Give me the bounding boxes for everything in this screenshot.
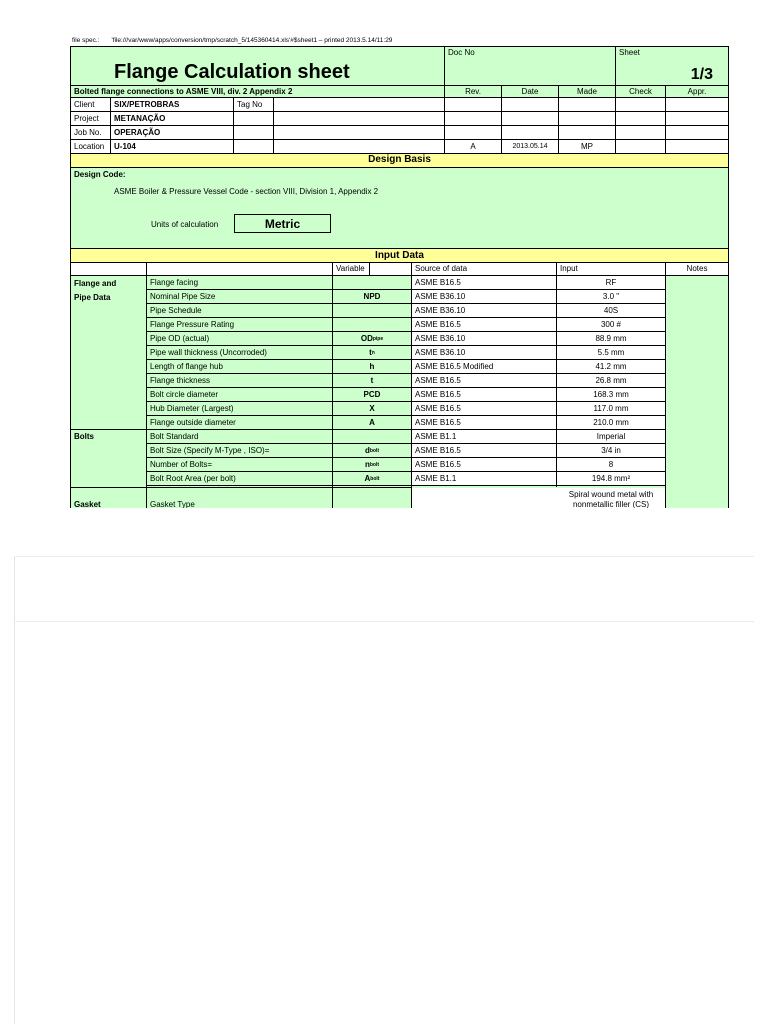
param-input: 3.0 " (557, 290, 665, 304)
sheet-subtitle: Bolted flange connections to ASME VIII, div. 2 Appendix 2 (74, 86, 293, 96)
param-variable (333, 346, 411, 360)
v-rule (615, 85, 616, 153)
param-input: Imperial (557, 430, 665, 444)
header-blank-1 (71, 263, 146, 275)
param-variable (333, 374, 411, 388)
param-variable (333, 388, 411, 402)
variable-symbol: n (364, 460, 370, 469)
file-spec-label: file spec.: (72, 37, 100, 44)
h-rule (147, 373, 665, 374)
param-source: ASME B16.5 (412, 444, 556, 458)
variable-subscript: bolt (369, 461, 380, 468)
input-data-heading: Input Data (71, 249, 728, 262)
param-input: 117.0 mm (557, 402, 665, 416)
design-code-label: Design Code: (74, 170, 126, 179)
group-bolts: Bolts (74, 432, 94, 441)
v-rule (615, 47, 616, 85)
variable-subscript: bolt (370, 475, 380, 482)
v-rule (728, 248, 729, 508)
v-rule (444, 47, 445, 153)
h-rule (147, 359, 665, 360)
param-source: ASME B36.10 (412, 346, 556, 360)
date-header: Date (521, 86, 539, 96)
param-input: 3/4 in (557, 444, 665, 458)
flange-calculation-sheet (70, 46, 729, 508)
param-variable (333, 304, 411, 318)
h-rule (71, 111, 728, 112)
param-input: 41.2 mm (557, 360, 665, 374)
header-blank-2 (147, 263, 332, 275)
v-rule (501, 85, 502, 153)
param-source: ASME B16.5 (412, 402, 556, 416)
param-source: ASME B16.5 (412, 458, 556, 472)
v-rule (558, 85, 559, 153)
source-header: Source of data (412, 263, 556, 275)
param-source: ASME B36.10 (412, 332, 556, 346)
h-rule (147, 289, 665, 290)
param-input: 300 # (557, 318, 665, 332)
h-rule (71, 275, 728, 276)
param-input: RF (557, 276, 665, 290)
h-rule (71, 429, 146, 430)
h-rule (147, 487, 412, 488)
v-rule (411, 262, 412, 508)
param-source: ASME B1.1 (412, 430, 556, 444)
v-rule (728, 47, 729, 153)
param-input: 5.5 mm (557, 346, 665, 360)
variable-symbol: t (370, 376, 374, 385)
param-name: Flange outside diameter (150, 418, 236, 427)
variable-symbol: NPD (363, 292, 381, 301)
project-label: Project (74, 113, 99, 123)
notes-header: Notes (666, 263, 728, 275)
h-rule (71, 153, 728, 154)
design-code-value: ASME Boiler & Pressure Vessel Code - section VIII, Division 1, Appendix 2 (114, 187, 379, 196)
param-variable (333, 290, 411, 304)
variable-symbol: d (364, 446, 370, 455)
h-rule (71, 262, 728, 263)
param-variable (333, 276, 411, 290)
param-input: 194.8 mm² (557, 472, 665, 486)
variable-symbol: OD (360, 334, 373, 343)
param-source: ASME B16.5 Modified (412, 360, 556, 374)
location-label: Location (74, 141, 105, 151)
input-header: Input (557, 263, 665, 275)
h-rule (71, 167, 728, 168)
made-header: Made (576, 86, 597, 96)
param-variable (333, 430, 411, 444)
v-rule (233, 97, 234, 153)
job-no-value: OPERAÇÃO (114, 127, 161, 137)
h-rule (147, 317, 665, 318)
param-input: 40S (557, 304, 665, 318)
v-rule (332, 262, 333, 508)
param-input: 210.0 mm (557, 416, 665, 430)
units-value: Metric (234, 214, 331, 233)
v-rule (665, 262, 666, 508)
doc-no-label: Doc No (448, 48, 475, 57)
param-variable (333, 458, 411, 472)
gasket-type-line1: Spiral wound metal with (568, 490, 654, 499)
client-value: SIX/PETROBRAS (114, 99, 180, 109)
group-gasket: Gasket (74, 500, 101, 508)
gasket-type-label: Gasket Type (150, 500, 195, 508)
h-rule (147, 303, 665, 304)
variable-subscript: pipe (372, 335, 384, 342)
v-rule (556, 262, 557, 487)
param-name: Hub Diameter (Largest) (150, 404, 234, 413)
h-rule (147, 443, 665, 444)
location-value: U-104 (114, 141, 136, 151)
file-spec-path: 'file:///var/www/apps/conversion/tmp/scratch_5/145360414.xls'#$sheet1 – printed 2013.5.14/11:29 (111, 37, 393, 44)
v-rule (665, 85, 666, 153)
page-edge-top (14, 556, 754, 557)
h-rule (147, 345, 665, 346)
param-input: 8 (557, 458, 665, 472)
param-name: Flange thickness (150, 376, 211, 385)
h-rule (71, 487, 146, 488)
made-value: MP (581, 141, 593, 151)
v-rule (110, 97, 111, 153)
variable-symbol: A (364, 474, 371, 483)
param-variable (333, 416, 411, 430)
variable-symbol: PCD (363, 390, 381, 399)
h-rule (147, 415, 665, 416)
param-name: Nominal Pipe Size (150, 292, 216, 301)
date-value: 2013.05.14 (512, 143, 548, 150)
spreadsheet-printout (0, 0, 768, 508)
h-rule (147, 457, 665, 458)
group-flange-pipe-line1: Flange and (74, 279, 117, 288)
param-name: Number of Bolts= (150, 460, 213, 469)
param-name: Bolt Standard (150, 432, 199, 441)
group-flange-pipe-line2: Pipe Data (74, 293, 111, 302)
param-source: ASME B36.10 (412, 290, 556, 304)
param-input: 26.8 mm (557, 374, 665, 388)
h-rule (71, 125, 728, 126)
variable-header: Variable (333, 263, 411, 275)
param-source: ASME B16.5 (412, 276, 556, 290)
client-label: Client (74, 99, 95, 109)
param-input: 88.9 mm (557, 332, 665, 346)
v-rule (728, 153, 729, 248)
page-edge-left (14, 556, 15, 1024)
param-name: Length of flange hub (150, 362, 223, 371)
param-variable (333, 332, 411, 346)
param-name: Bolt circle diameter (150, 390, 219, 399)
param-source: ASME B16.5 (412, 388, 556, 402)
sheet-title: Flange Calculation sheet (114, 61, 350, 83)
param-variable (333, 318, 411, 332)
appr-header: Appr. (687, 86, 707, 96)
gasket-type-line2: nonmetallic filler (CS) (572, 500, 650, 508)
h-rule (147, 485, 665, 486)
check-header: Check (629, 86, 652, 96)
variable-subscript: n (371, 349, 375, 356)
design-basis-heading: Design Basis (71, 153, 728, 167)
param-source: ASME B36.10 (412, 304, 556, 318)
variable-symbol: h (369, 362, 375, 371)
param-source: ASME B16.5 (412, 416, 556, 430)
h-rule (147, 331, 665, 332)
units-label: Units of calculation (151, 220, 219, 229)
variable-subscript: bolt (369, 447, 380, 454)
param-name: Flange Pressure Rating (150, 320, 235, 329)
param-source: ASME B1.1 (412, 472, 556, 486)
param-variable (333, 360, 411, 374)
param-name: Pipe wall thickness (Uncorroded) (150, 348, 267, 357)
param-name: Pipe OD (actual) (150, 334, 210, 343)
file-spec-line (72, 37, 392, 44)
param-input: 168.3 mm (557, 388, 665, 402)
param-name: Flange facing (150, 278, 199, 287)
rev-header: Rev. (465, 86, 481, 96)
v-rule (369, 262, 370, 275)
tag-no-label: Tag No (237, 99, 263, 109)
param-variable (333, 402, 411, 416)
h-rule (71, 139, 728, 140)
sheet-number: 1/3 (690, 66, 713, 83)
h-rule (147, 387, 665, 388)
param-source: ASME B16.5 (412, 374, 556, 388)
param-source: ASME B16.5 (412, 318, 556, 332)
h-rule (147, 401, 665, 402)
param-variable (333, 472, 411, 486)
variable-symbol: A (369, 418, 375, 427)
h-rule (71, 248, 728, 249)
rev-value: A (470, 141, 476, 151)
project-value: METANAÇÃO (114, 113, 166, 123)
h-rule (147, 429, 665, 430)
param-name: Pipe Schedule (150, 306, 202, 315)
variable-symbol: t (369, 348, 372, 357)
param-variable (333, 444, 411, 458)
variable-symbol: X (369, 404, 375, 413)
param-name: Bolt Root Area (per bolt) (150, 474, 236, 483)
page-edge-separator (14, 621, 754, 622)
job-no-label: Job No. (74, 127, 102, 137)
param-name: Bolt Size (Specify M-Type , ISO)= (150, 446, 270, 455)
h-rule (147, 471, 665, 472)
v-rule (273, 97, 274, 153)
v-rule (146, 262, 147, 508)
h-rule (71, 85, 728, 86)
h-rule (71, 97, 728, 98)
sheet-label: Sheet (619, 48, 640, 57)
